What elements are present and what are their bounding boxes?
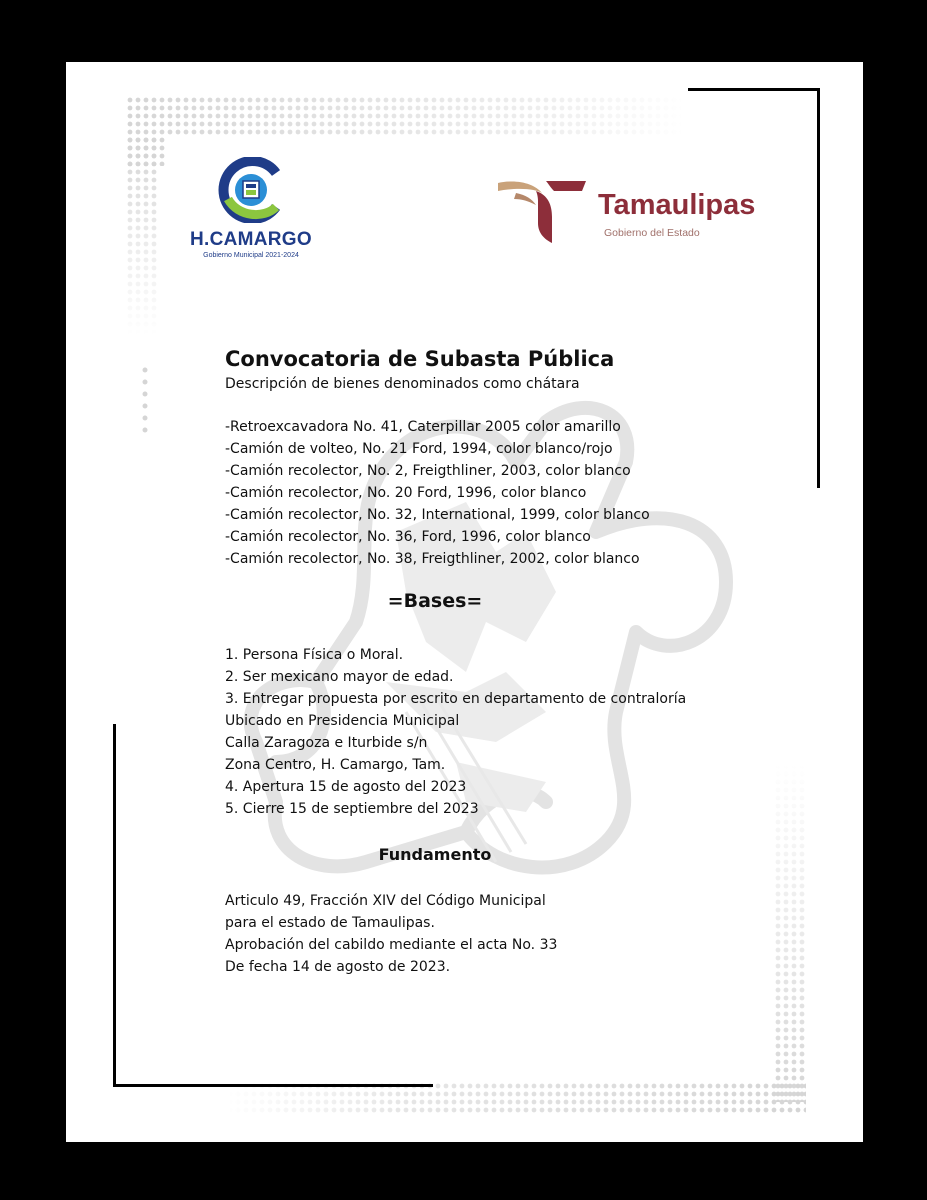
bases-item: 4. Apertura 15 de agosto del 2023	[225, 779, 467, 795]
fundamento-line: para el estado de Tamaulipas.	[225, 915, 435, 931]
tamaulipas-logo-name: Tamaulipas	[598, 189, 756, 221]
document-title: Convocatoria de Subasta Pública	[225, 347, 615, 371]
list-item: -Camión recolector, No. 38, Freigthliner, 2002, color blanco	[225, 551, 640, 567]
bases-heading: =Bases=	[387, 590, 483, 612]
dot-pattern-left-small	[138, 362, 152, 452]
frame-line-right	[817, 88, 820, 488]
fundamento-line: Articulo 49, Fracción XIV del Código Municipal	[225, 893, 546, 909]
fundamento-line: Aprobación del cabildo mediante el acta No. 33	[225, 937, 558, 953]
frame-line-bottom	[113, 1084, 433, 1087]
list-item: -Camión recolector, No. 2, Freigthliner, 2003, color blanco	[225, 463, 631, 479]
document-subtitle: Descripción de bienes denominados como chátara	[225, 376, 580, 392]
list-item: -Camión recolector, No. 36, Ford, 1996, color blanco	[225, 529, 591, 545]
fundamento-heading: Fundamento	[378, 845, 492, 864]
camargo-logo-subtitle: Gobierno Municipal 2021-2024	[203, 252, 299, 259]
bases-item: 1. Persona Física o Moral.	[225, 647, 404, 663]
list-item: -Camión recolector, No. 32, International, 1999, color blanco	[225, 507, 650, 523]
camargo-emblem-icon	[218, 157, 284, 223]
list-item: -Camión de volteo, No. 21 Ford, 1994, color blanco/rojo	[225, 441, 613, 457]
bases-item: Ubicado en Presidencia Municipal	[225, 713, 460, 729]
camargo-logo-name: H.CAMARGO	[190, 229, 312, 250]
bases-list	[225, 644, 785, 820]
dot-pattern-left	[126, 136, 166, 336]
tamaulipas-emblem-icon	[496, 177, 588, 247]
document-page	[66, 62, 863, 1142]
list-item: -Camión recolector, No. 20 Ford, 1996, color blanco	[225, 485, 587, 501]
bases-item: Calla Zaragoza e Iturbide s/n	[225, 735, 428, 751]
items-list	[225, 416, 785, 570]
list-item: -Retroexcavadora No. 41, Caterpillar 2005 color amarillo	[225, 419, 621, 435]
logo-tamaulipas	[496, 177, 786, 247]
document-body	[225, 344, 785, 978]
fundamento-text	[225, 890, 785, 978]
fundamento-line: De fecha 14 de agosto de 2023.	[225, 959, 451, 975]
frame-line-top	[688, 88, 820, 91]
bases-item: Zona Centro, H. Camargo, Tam.	[225, 757, 446, 773]
bases-item: 2. Ser mexicano mayor de edad.	[225, 669, 454, 685]
tamaulipas-logo-subtitle: Gobierno del Estado	[604, 227, 700, 239]
logo-h-camargo	[176, 157, 326, 267]
bases-item: 5. Cierre 15 de septiembre del 2023	[225, 801, 479, 817]
frame-line-left	[113, 724, 116, 1087]
bases-item: 3. Entregar propuesta por escrito en departamento de contraloría	[225, 691, 687, 707]
dot-pattern-bottom	[226, 1074, 806, 1114]
dot-pattern-top	[126, 96, 686, 166]
